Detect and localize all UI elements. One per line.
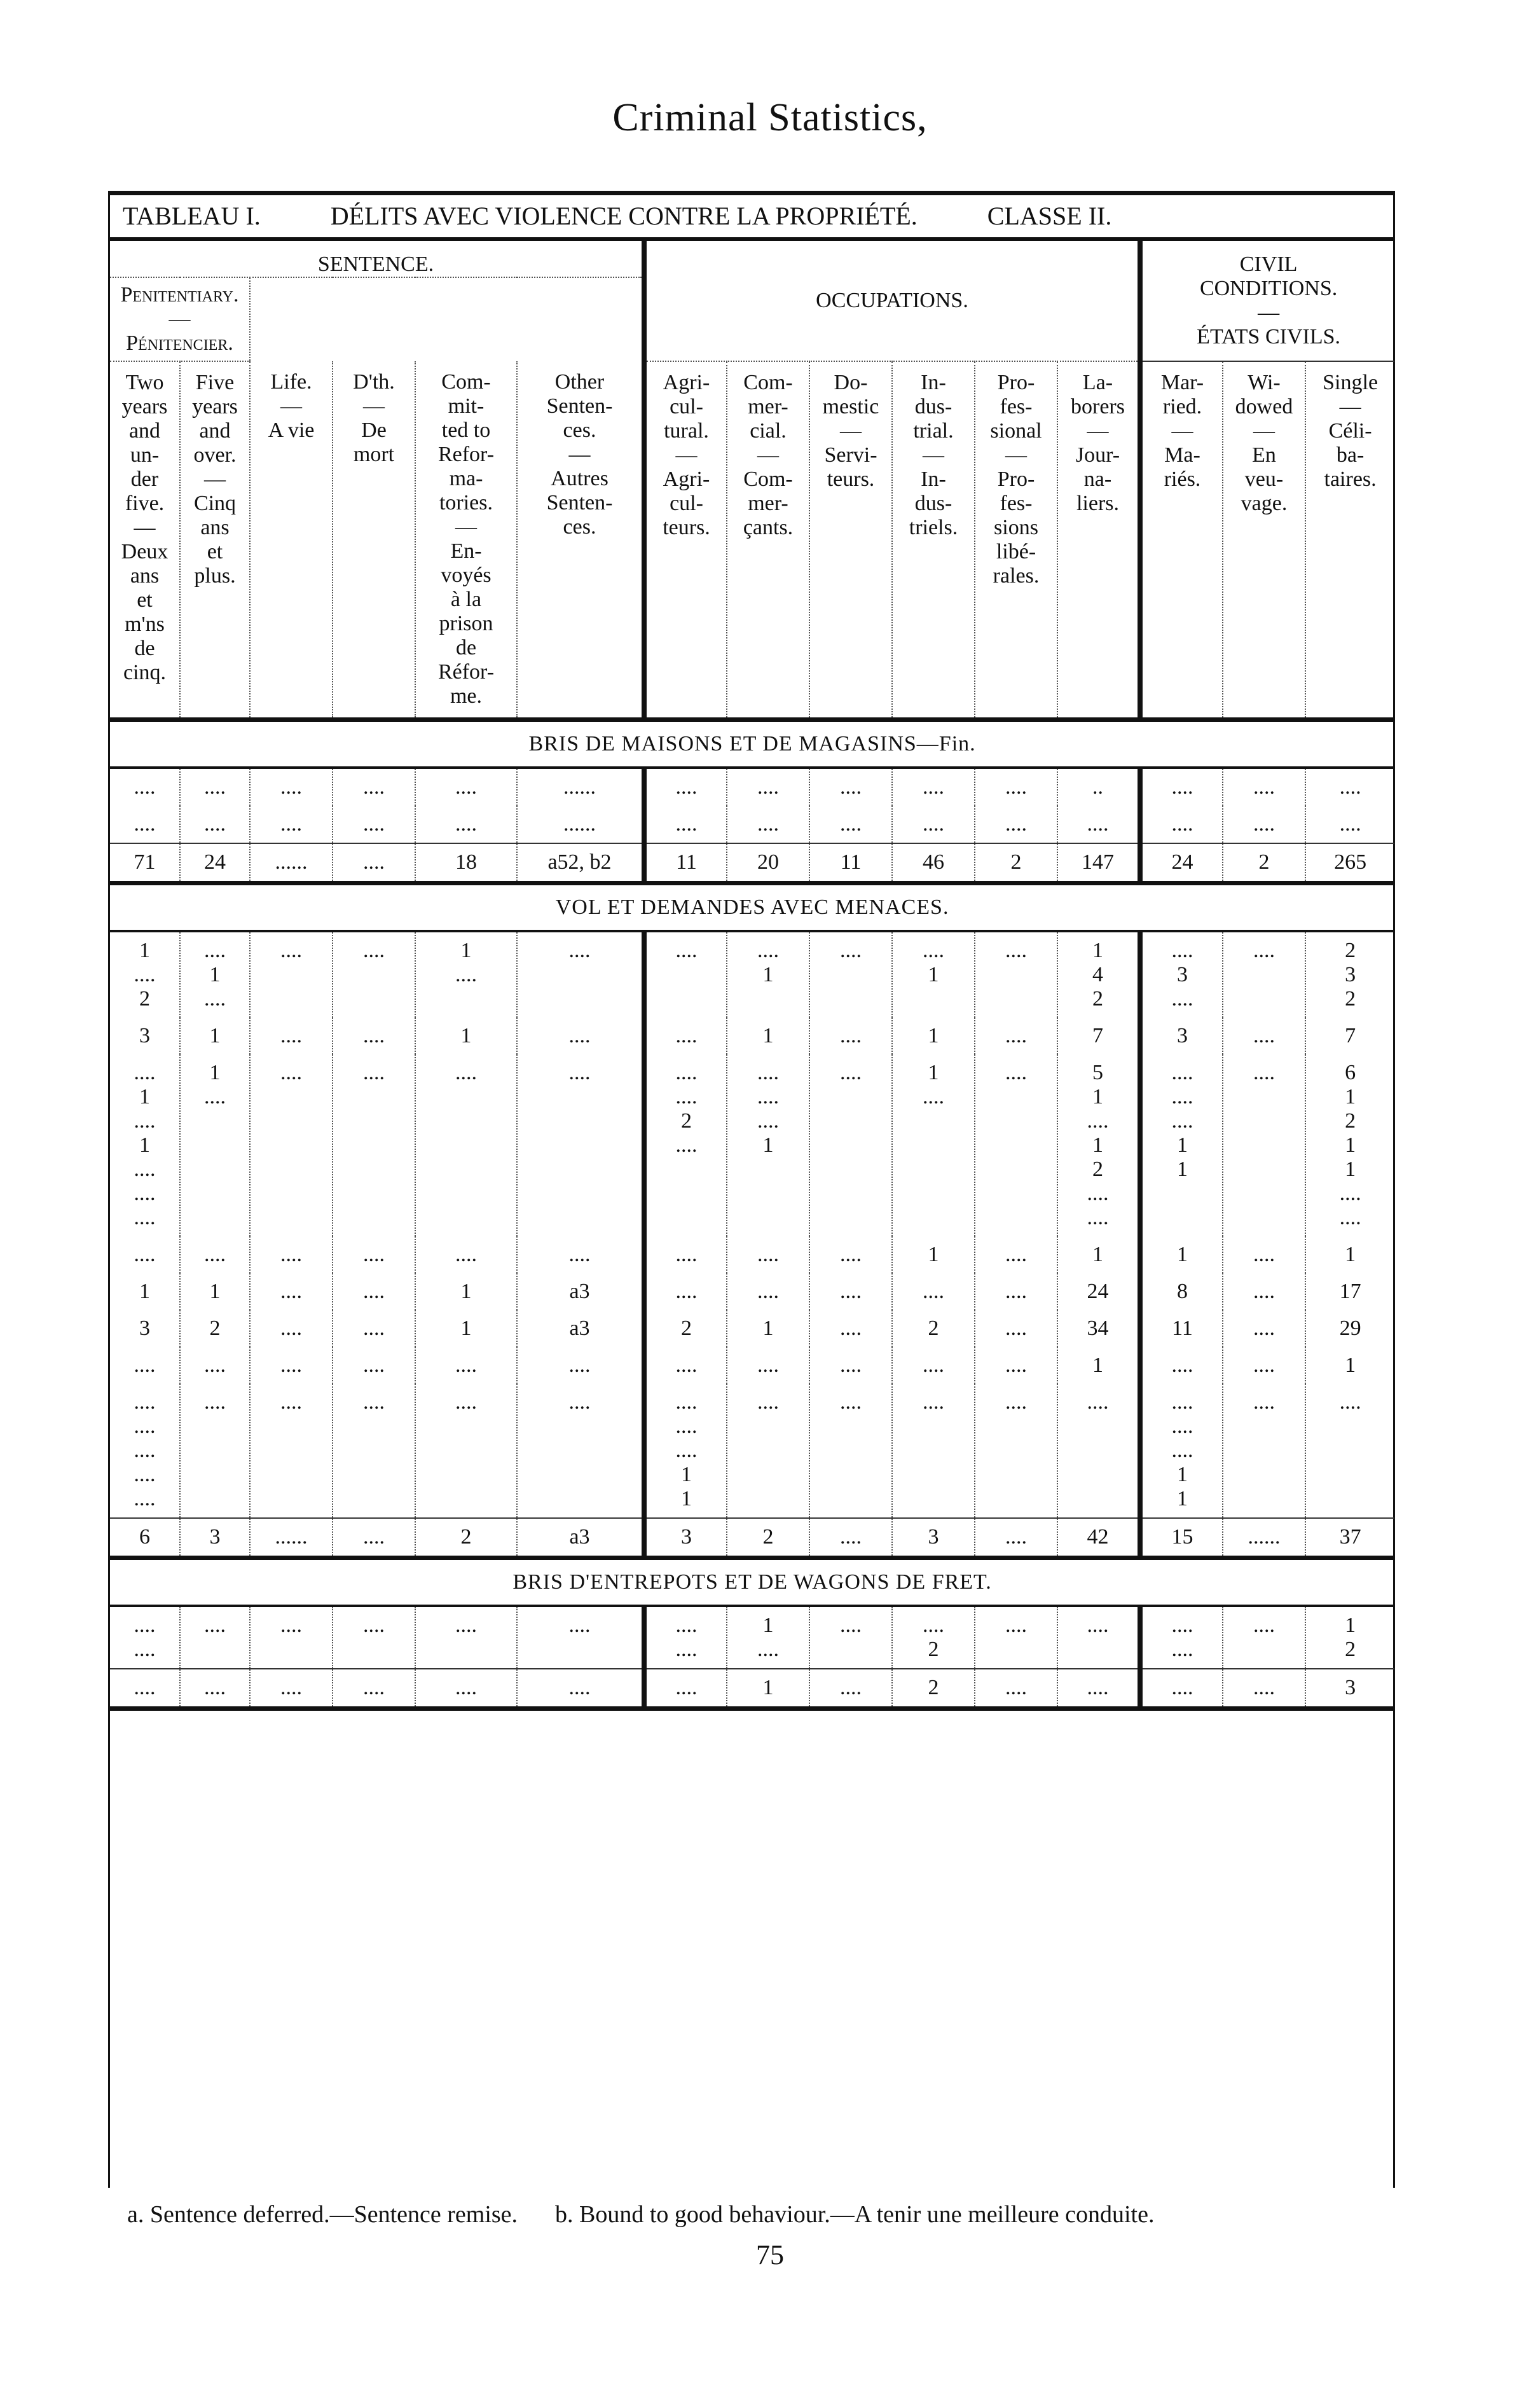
table-cell: 2 <box>1223 843 1305 883</box>
table-cell: 1 <box>1140 1236 1223 1273</box>
table-row <box>110 1018 1394 1054</box>
column-header: Five years and over. — Cinq ans et plus. <box>180 361 250 720</box>
table-cell: 1 <box>180 1273 250 1310</box>
table-cell: .... .... .... 1 <box>727 1054 809 1236</box>
table-cell: .... <box>180 1347 250 1384</box>
column-header: La- borers — Jour- na- liers. <box>1057 361 1140 720</box>
tableau-label: TABLEAU I. <box>123 202 261 230</box>
table-cell: .... <box>809 806 892 843</box>
table-cell: .... <box>333 1347 415 1384</box>
table-cell: .... <box>1223 1018 1305 1054</box>
table-cell: .... <box>517 1669 644 1709</box>
table-cell: .... <box>1057 1669 1140 1709</box>
table-cell: .... <box>892 1384 975 1518</box>
table-cell: a3 <box>517 1310 644 1347</box>
table-row <box>110 931 1394 1018</box>
table-cell: 1 4 2 <box>1057 931 1140 1018</box>
table-cell: .... <box>517 1347 644 1384</box>
table-cell: .... <box>1223 1606 1305 1669</box>
table-cell: .... <box>333 806 415 843</box>
table-cell: 3 <box>180 1518 250 1558</box>
table-cell: 1 <box>1057 1236 1140 1273</box>
table-cell: .... 1 <box>892 931 975 1018</box>
table-cell: 2 <box>180 1310 250 1347</box>
table-cell: .... .... <box>134 1613 156 1661</box>
table-cell: .... <box>250 1054 333 1236</box>
table-cell: .... <box>892 1347 975 1384</box>
table-cell: .... <box>1223 1054 1305 1236</box>
column-header: Com- mer- cial. — Com- mer- çants. <box>727 361 809 720</box>
table-cell: .... <box>1223 1236 1305 1273</box>
table-cell: .... <box>644 1347 727 1384</box>
table-cell: .... <box>250 1018 333 1054</box>
table-cell: .... <box>250 1669 333 1709</box>
table-cell: .. <box>1057 768 1140 806</box>
table-cell: .... <box>975 1018 1057 1054</box>
tableau-title: DÉLITS AVEC VIOLENCE CONTRE LA PROPRIÉTÉ. <box>330 202 918 230</box>
table-row <box>110 1669 1394 1709</box>
section-title: VOL ET DEMANDES AVEC MENACES. <box>555 895 949 919</box>
table-cell: .... .... <box>1140 1606 1223 1669</box>
table-cell: 42 <box>1057 1518 1140 1558</box>
page-title: Criminal Statistics, <box>612 96 928 139</box>
table-cell: 1 <box>180 1018 250 1054</box>
table-cell: .... <box>644 768 727 806</box>
table-cell: .... <box>644 1669 727 1709</box>
table-row <box>110 843 1394 883</box>
table-cell: .... <box>333 1018 415 1054</box>
table-cell: .... <box>333 768 415 806</box>
table-cell: .... <box>1223 1384 1305 1518</box>
table-cell: 1 <box>415 1310 517 1347</box>
table-cell: 1 <box>139 1280 150 1303</box>
column-header: Agri- cul- tural. — Agri- cul- teurs. <box>644 361 727 720</box>
table-cell: .... <box>517 1236 644 1273</box>
table-cell: 1 <box>415 1273 517 1310</box>
table-cell: .... <box>1223 1669 1305 1709</box>
table-cell: .... <box>517 1606 644 1669</box>
table-cell: .... <box>134 1353 156 1377</box>
table-cell: 1 <box>727 1669 809 1709</box>
occupations-heading: OCCUPATIONS. <box>644 239 1140 361</box>
table-cell: .... <box>333 931 415 1018</box>
table-cell: .... <box>1140 806 1223 843</box>
table-cell: .... <box>809 1054 892 1236</box>
table-cell: .... .... .... .... .... <box>134 1390 156 1510</box>
table-cell: ...... <box>517 768 644 806</box>
table-cell: 46 <box>892 843 975 883</box>
table-cell: .... <box>333 1518 415 1558</box>
footnote-a: a. Sentence deferred.—Sentence remise. <box>127 2201 518 2228</box>
table-cell: 1 2 <box>1305 1606 1394 1669</box>
table-cell: .... <box>415 1384 517 1518</box>
table-cell: 1 <box>727 1018 809 1054</box>
table-cell: 7 <box>1057 1018 1140 1054</box>
table-row <box>110 1606 1394 1669</box>
table-cell: .... .... .... 1 1 <box>644 1384 727 1518</box>
table-cell: 1 <box>1057 1347 1140 1384</box>
table-cell: .... <box>1223 1347 1305 1384</box>
table-cell: .... <box>1140 768 1223 806</box>
table-cell: .... <box>415 768 517 806</box>
footnotes <box>127 2200 1154 2228</box>
statistics-table <box>108 191 1395 2188</box>
table-cell: .... <box>180 768 250 806</box>
table-cell: .... <box>1223 806 1305 843</box>
column-header: Other Senten- ces. — Autres Senten- ces. <box>517 361 644 720</box>
table-cell: .... <box>809 1236 892 1273</box>
table-cell: 7 <box>1305 1018 1394 1054</box>
table-cell: .... <box>250 1236 333 1273</box>
table-cell: 2 <box>727 1518 809 1558</box>
sentence-heading: SENTENCE. <box>110 239 644 277</box>
tableau-class: CLASSE II. <box>987 202 1112 230</box>
table-cell: 1 <box>415 1018 517 1054</box>
table-cell: .... <box>180 806 250 843</box>
column-headers <box>110 361 1394 720</box>
table-cell: 3 <box>1305 1669 1394 1709</box>
footnote-b: b. Bound to good behaviour.—A tenir une meilleure conduite. <box>555 2201 1155 2228</box>
table-cell: 37 <box>1305 1518 1394 1558</box>
column-header: Single — Céli- ba- taires. <box>1305 361 1394 720</box>
table-cell: a3 <box>517 1273 644 1310</box>
table-cell: .... <box>892 1273 975 1310</box>
table-cell: 8 <box>1140 1273 1223 1310</box>
table-cell: 29 <box>1305 1310 1394 1347</box>
table-cell: .... <box>727 1384 809 1518</box>
table-cell: ...... <box>517 806 644 843</box>
table-cell: .... <box>333 1310 415 1347</box>
table-cell: .... <box>727 1236 809 1273</box>
table-cell: 34 <box>1057 1310 1140 1347</box>
table-cell: 17 <box>1305 1273 1394 1310</box>
table-cell: 11 <box>809 843 892 883</box>
table-cell: .... <box>975 1236 1057 1273</box>
table-cell: .... <box>1057 1606 1140 1669</box>
table-cell: .... <box>180 1606 250 1669</box>
table-cell: .... <box>134 775 156 799</box>
main-table <box>110 191 1394 1713</box>
table-cell: .... <box>975 806 1057 843</box>
table-cell: .... <box>1305 806 1394 843</box>
table-cell: .... <box>333 1236 415 1273</box>
table-row <box>110 1273 1394 1310</box>
table-cell: 24 <box>1140 843 1223 883</box>
table-cell: 11 <box>1140 1310 1223 1347</box>
table-cell: 1 .... <box>892 1054 975 1236</box>
table-cell: .... <box>975 1384 1057 1518</box>
table-cell: .... <box>250 806 333 843</box>
table-cell: .... <box>250 1273 333 1310</box>
table-cell: .... <box>134 812 156 836</box>
table-cell: .... <box>809 1384 892 1518</box>
table-cell: .... <box>1140 1347 1223 1384</box>
table-cell: .... <box>517 931 644 1018</box>
table-cell: a52, b2 <box>517 843 644 883</box>
table-cell: .... <box>180 1669 250 1709</box>
table-cell: .... <box>333 843 415 883</box>
table-cell: 1 <box>1305 1347 1394 1384</box>
table-cell: 6 1 2 1 1 .... .... <box>1305 1054 1394 1236</box>
table-cell: .... <box>809 931 892 1018</box>
column-header: Pro- fes- sional — Pro- fes- sions libé- rales. <box>975 361 1057 720</box>
table-cell: 18 <box>415 843 517 883</box>
column-header: Life. — A vie <box>250 361 333 720</box>
table-cell: .... <box>250 1347 333 1384</box>
table-cell: .... <box>809 768 892 806</box>
table-cell: .... <box>517 1054 644 1236</box>
table-cell: 1 .... <box>415 931 517 1018</box>
table-cell: .... <box>809 1310 892 1347</box>
table-cell: .... <box>250 1384 333 1518</box>
table-cell: .... <box>250 768 333 806</box>
table-cell: .... <box>180 1236 250 1273</box>
table-cell: 2 <box>415 1518 517 1558</box>
table-cell: .... 1 <box>727 931 809 1018</box>
table-cell: .... <box>809 1347 892 1384</box>
table-cell: 1 .... 2 <box>134 939 156 1011</box>
table-cell: .... <box>333 1669 415 1709</box>
table-cell: ...... <box>250 843 333 883</box>
table-cell: .... 3 .... <box>1140 931 1223 1018</box>
column-header: In- dus- trial. — In- dus- triels. <box>892 361 975 720</box>
table-cell: 3 <box>892 1518 975 1558</box>
table-cell: .... <box>644 806 727 843</box>
table-cell: .... <box>333 1384 415 1518</box>
table-cell: .... <box>975 931 1057 1018</box>
table-cell: .... <box>1223 768 1305 806</box>
table-cell: 1 .... <box>180 1054 250 1236</box>
table-cell: .... <box>809 1273 892 1310</box>
column-header: Wi- dowed — En veu- vage. <box>1223 361 1305 720</box>
table-cell: 1 <box>892 1236 975 1273</box>
table-cell: .... .... 2 .... <box>644 1054 727 1236</box>
table-cell: .... <box>975 1054 1057 1236</box>
table-cell: .... <box>727 806 809 843</box>
table-cell: 3 <box>644 1518 727 1558</box>
table-cell: .... <box>892 806 975 843</box>
table-cell: .... <box>517 1384 644 1518</box>
table-cell: 2 3 2 <box>1305 931 1394 1018</box>
table-cell: .... <box>1305 1384 1394 1518</box>
table-row <box>110 806 1394 843</box>
table-cell: .... <box>250 1606 333 1669</box>
table-cell: .... <box>975 1273 1057 1310</box>
table-cell: .... <box>250 931 333 1018</box>
table-cell: .... 1 .... <box>180 931 250 1018</box>
table-cell: .... <box>1057 806 1140 843</box>
table-cell: .... <box>975 1669 1057 1709</box>
table-cell: a3 <box>517 1518 644 1558</box>
table-cell: .... <box>727 1347 809 1384</box>
table-cell: .... <box>180 1384 250 1518</box>
table-cell: .... <box>333 1273 415 1310</box>
civil-conditions-heading: CIVIL CONDITIONS. — ÉTATS CIVILS. <box>1140 239 1394 361</box>
table-cell: .... <box>1223 1310 1305 1347</box>
table-cell: 3 <box>139 1316 150 1340</box>
table-cell: 2 <box>892 1669 975 1709</box>
table-cell: 71 <box>110 843 180 883</box>
table-cell: 1 .... <box>727 1606 809 1669</box>
table-cell: 15 <box>1140 1518 1223 1558</box>
table-cell: .... <box>415 1236 517 1273</box>
table-cell: .... <box>644 931 727 1018</box>
table-cell: 20 <box>727 843 809 883</box>
table-cell: .... <box>975 1518 1057 1558</box>
table-cell: .... <box>415 806 517 843</box>
table-row <box>110 1054 1394 1236</box>
table-cell: .... <box>727 768 809 806</box>
table-row <box>110 1518 1394 1558</box>
tableau-header <box>110 193 1394 240</box>
table-cell: .... <box>1140 1669 1223 1709</box>
column-header: Do- mestic — Servi- teurs. <box>809 361 892 720</box>
table-cell: 2 <box>975 843 1057 883</box>
table-row <box>110 768 1394 806</box>
table-cell: .... <box>250 1310 333 1347</box>
table-cell: .... .... .... 1 1 <box>1140 1384 1223 1518</box>
table-cell: .... <box>644 1273 727 1310</box>
section-title: BRIS D'ENTREPOTS ET DE WAGONS DE FRET. <box>512 1570 992 1594</box>
table-cell: 5 1 .... 1 2 .... .... <box>1057 1054 1140 1236</box>
table-cell: .... .... <box>644 1606 727 1669</box>
table-cell: 11 <box>644 843 727 883</box>
column-header: Com- mit- ted to Refor- ma- tories. — En- voyés à la prison de Réfor- me. <box>415 361 517 720</box>
table-cell: 147 <box>1057 843 1140 883</box>
table-cell: 2 <box>892 1310 975 1347</box>
table-cell: .... <box>1057 1384 1140 1518</box>
table-cell: .... <box>809 1518 892 1558</box>
table-cell: .... <box>333 1054 415 1236</box>
table-cell: .... 2 <box>892 1606 975 1669</box>
table-row <box>110 1384 1394 1518</box>
table-row <box>110 1310 1394 1347</box>
table-cell: 1 <box>727 1310 809 1347</box>
table-cell: ...... <box>1223 1518 1305 1558</box>
table-cell: 3 <box>1140 1018 1223 1054</box>
table-cell: .... <box>1305 768 1394 806</box>
section-title: BRIS DE MAISONS ET DE MAGASINS—Fin. <box>528 732 976 756</box>
table-cell: .... <box>517 1018 644 1054</box>
table-cell: .... <box>644 1018 727 1054</box>
table-cell: 6 <box>110 1518 180 1558</box>
table-cell: 3 <box>139 1024 150 1047</box>
table-row <box>110 1236 1394 1273</box>
column-header: Two years and un- der five. — Deux ans et m'ns de cinq. <box>121 371 168 684</box>
table-cell: .... <box>809 1606 892 1669</box>
table-cell: .... <box>892 768 975 806</box>
table-cell: .... <box>1223 931 1305 1018</box>
table-cell: .... <box>809 1669 892 1709</box>
table-cell: .... <box>975 1606 1057 1669</box>
table-cell: .... <box>415 1669 517 1709</box>
table-cell: .... <box>975 1347 1057 1384</box>
penitentiary-heading: Penitentiary. — Pénitencier. <box>110 277 250 361</box>
table-cell: .... <box>975 1310 1057 1347</box>
table-cell: .... <box>644 1236 727 1273</box>
table-cell: .... <box>809 1018 892 1054</box>
column-header: D'th. — De mort <box>333 361 415 720</box>
table-cell: 24 <box>1057 1273 1140 1310</box>
table-cell: .... <box>975 768 1057 806</box>
table-cell: .... <box>727 1273 809 1310</box>
table-cell: 1 <box>892 1018 975 1054</box>
table-cell: .... <box>415 1606 517 1669</box>
table-cell: 24 <box>180 843 250 883</box>
table-cell: 2 <box>644 1310 727 1347</box>
table-cell: 1 <box>1305 1236 1394 1273</box>
table-cell: .... <box>333 1606 415 1669</box>
page-number: 75 <box>756 2239 784 2270</box>
column-header: Mar- ried. — Ma- riés. <box>1140 361 1223 720</box>
table-cell: .... <box>1223 1273 1305 1310</box>
table-cell: ...... <box>250 1518 333 1558</box>
table-cell: 265 <box>1305 843 1394 883</box>
table-cell: .... <box>110 1669 180 1709</box>
table-cell: .... <box>415 1054 517 1236</box>
table-cell: .... <box>134 1243 156 1266</box>
table-cell: .... 1 .... 1 .... .... .... <box>134 1061 156 1229</box>
table-row <box>110 1347 1394 1384</box>
table-cell: .... .... .... 1 1 <box>1140 1054 1223 1236</box>
table-cell: .... <box>415 1347 517 1384</box>
